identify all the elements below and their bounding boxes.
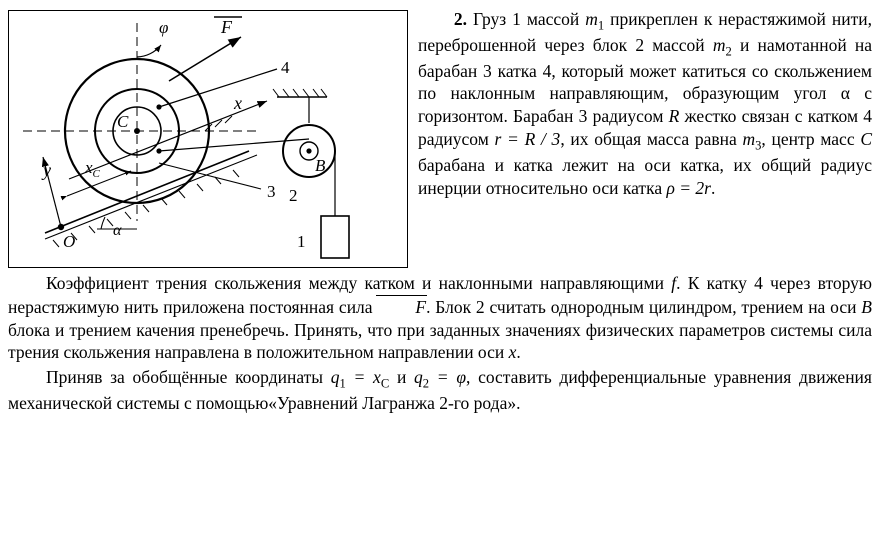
- svg-text:F: F: [221, 17, 232, 37]
- mechanics-figure: [8, 10, 408, 268]
- p3-text-1: Приняв за обобщённые координаты: [46, 367, 331, 387]
- p1-text-7: барабана и катка лежит на оси катка, их общий радиус инерции относительно оси катка: [418, 154, 872, 198]
- vector-F: F: [377, 295, 426, 319]
- var-f: f: [671, 273, 677, 293]
- eq-q1: = x: [345, 367, 381, 387]
- sub-3: 3: [755, 138, 762, 153]
- var-x: x: [508, 342, 517, 363]
- svg-text:4: 4: [281, 58, 290, 77]
- eq-q2: = φ: [429, 367, 466, 387]
- p1-text-8: .: [711, 177, 716, 198]
- p3-conj: и: [389, 367, 415, 387]
- svg-text:2: 2: [289, 186, 298, 205]
- svg-text:xC: $x_C$: [85, 158, 100, 180]
- problem-number: 2.: [453, 9, 468, 29]
- var-R: R: [668, 106, 680, 127]
- svg-text:φ: φ: [159, 18, 169, 37]
- p2-text-4: блока и трением качения пренебречь. Принять, что при заданных значениях физических параметров системы сила трения скольжения направлена в положительном направлении оси: [8, 319, 872, 363]
- sub-q1: 1: [339, 376, 346, 391]
- sub-xc: C: [380, 376, 390, 391]
- var-m3: m: [742, 128, 756, 149]
- p2-text-2: . К катку 4 через вторую нерастяжимую нить приложена постоянная сила: [8, 273, 872, 317]
- p1-text-1: Груз 1 массой: [473, 9, 586, 29]
- sub-1: 1: [597, 18, 605, 33]
- eq-rho: ρ = 2r: [666, 177, 711, 198]
- var-C: C: [860, 128, 872, 149]
- sub-q2: 2: [422, 376, 430, 391]
- var-m1: m: [585, 9, 598, 29]
- sub-2: 2: [725, 44, 732, 59]
- eq-r: r = R / 3: [494, 128, 561, 149]
- problem-paragraph-2: [8, 272, 872, 364]
- var-m2: m: [712, 34, 726, 55]
- p2-text-3: . Блок 2 считать однородным цилиндром, трением на оси: [426, 296, 862, 317]
- p1-text-4: жестко связан с катком 4 радиусом: [418, 106, 872, 149]
- svg-text:α: α: [113, 222, 122, 239]
- svg-text:B: B: [315, 156, 326, 175]
- svg-text:1: 1: [297, 232, 306, 251]
- svg-text:C: C: [117, 112, 129, 131]
- p1-text-5: , их общая масса равна: [560, 128, 743, 149]
- p1-text-6: , центр масс: [761, 128, 861, 149]
- p1-text-2: прикреплен к нерастяжимой нити, переброшенной через блок 2 массой: [418, 9, 873, 55]
- svg-text:y: y: [43, 160, 51, 180]
- var-q2: q: [414, 367, 423, 387]
- p1-text-3: и намотанной на барабан 3 катка 4, который может катиться со скольжением по наклонным направляющим, образующим угол α с горизонтом. Барабан 3 радиусом: [418, 34, 872, 127]
- var-q1: q: [330, 367, 340, 387]
- svg-text:3: 3: [267, 182, 276, 201]
- problem-paragraph-3: [8, 366, 872, 415]
- p3-text-2: , составить дифференциальные уравнения движения механической системы с помощью«Уравнений Лагранжа 2-го рода».: [8, 367, 872, 413]
- p2-text-5: .: [516, 342, 521, 363]
- p2-text-1: Коэффициент трения скольжения между катком и наклонными направляющими: [46, 273, 672, 293]
- svg-text:O: O: [63, 232, 76, 251]
- svg-text:x: x: [234, 93, 242, 113]
- var-B: B: [861, 296, 872, 317]
- figure-drawing: [9, 11, 407, 267]
